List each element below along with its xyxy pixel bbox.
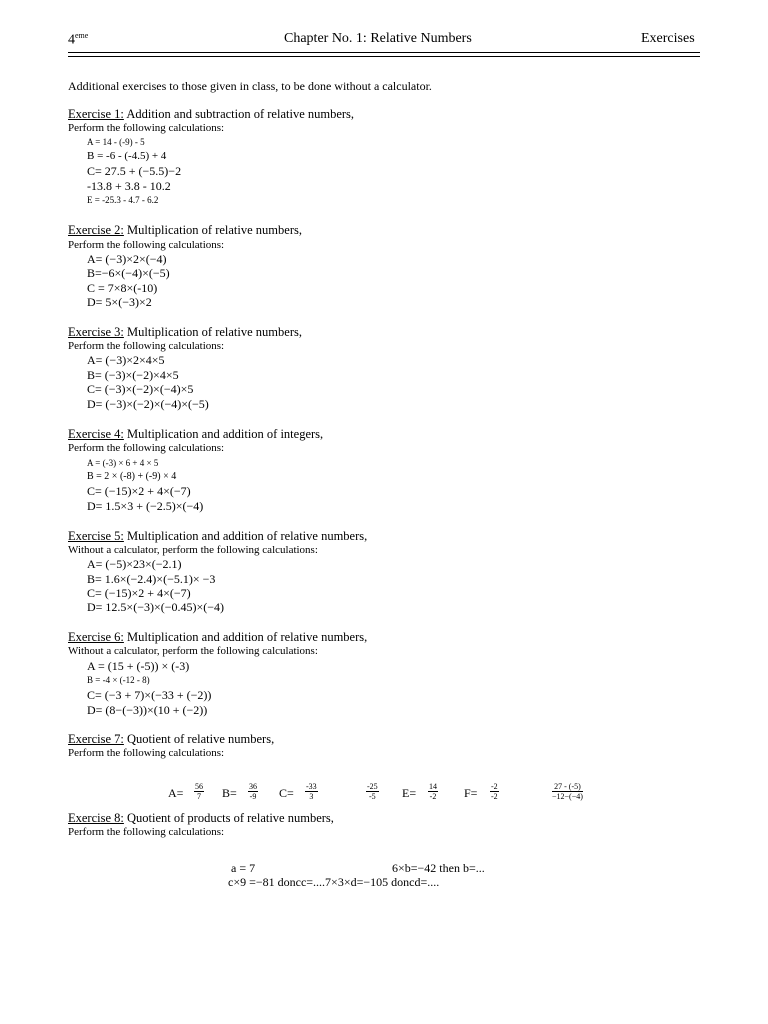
exercise-5-item-a: A= (−5)×23×(−2.1) (87, 557, 182, 571)
exercise-3-instruction: Perform the following calculations: (68, 340, 225, 352)
exercise-3-item-d: D= (−3)×(−2)×(−4)×(−5) (87, 397, 209, 411)
level-label: 4eme (68, 31, 89, 48)
exercise-3-item-b: B= (−3)×(−2)×4×5 (87, 368, 179, 382)
ex7-fraction-a: $\frac{56}{7}$ (195, 782, 203, 801)
exercise-1-instruction: Perform the following calculations: (68, 122, 225, 134)
exercise-1-item-a: A = 14 - (-9) - 5 (87, 137, 145, 147)
exercise-3-item-c: C= (−3)×(−2)×(−4)×5 (87, 382, 194, 396)
header-rule-bottom (68, 56, 700, 57)
header-right: Exercises (641, 31, 695, 46)
ex7-label-e: E= (402, 786, 417, 800)
header-rule-top (68, 52, 700, 53)
exercise-4-instruction: Perform the following calculations: (68, 442, 225, 454)
exercise-1-item-b: B = -6 - (-4.5) + 4 (87, 150, 167, 162)
ex7-label-c: C= (279, 786, 294, 800)
exercise-6-item-d: D= (8−(−3))×(10 + (−2)) (87, 703, 208, 717)
exercise-2-item-d: D= 5×(−3)×2 (87, 295, 152, 309)
exercise-7-title: Exercise 7: Quotient of relative numbers, (68, 732, 275, 746)
ex7-fraction-b: $\frac{36}{-9}$ (249, 782, 257, 801)
ex7-label-f: F= (464, 786, 478, 800)
exercise-5-instruction: Without a calculator, perform the following calculations: (68, 544, 318, 556)
exercise-6-title: Exercise 6: Multiplication and addition of relative numbers, (68, 630, 368, 644)
exercise-5-title: Exercise 5: Multiplication and addition of relative numbers, (68, 529, 368, 543)
exercise-1-item-e: E = -25.3 - 4.7 - 6.2 (87, 195, 159, 205)
ex7-label-a: A= (168, 786, 184, 800)
exercise-1-item-c: C= 27.5 + (−5.5)−2 (87, 164, 182, 178)
exercise-2-instruction: Perform the following calculations: (68, 239, 225, 251)
exercise-5-item-c: C= (−15)×2 + 4×(−7) (87, 586, 191, 600)
exercise-4-title: Exercise 4: Multiplication and addition of integers, (68, 427, 324, 441)
ex7-fraction-c: $\frac{-33}{3}$ (306, 782, 317, 801)
intro-text: Additional exercises to those given in class, to be done without a calculator. (68, 79, 432, 93)
exercise-8-title: Exercise 8: Quotient of products of relative numbers, (68, 811, 334, 825)
exercise-6-item-b: B = -4 × (-12 - 8) (87, 675, 150, 685)
exercise-2-item-c: C = 7×8×(-10) (87, 281, 158, 295)
exercise-2-item-a: A= (−3)×2×(−4) (87, 252, 167, 266)
exercise-4-item-c: C= (−15)×2 + 4×(−7) (87, 484, 191, 498)
exercise-1-item-d: -13.8 + 3.8 - 10.2 (87, 179, 171, 193)
exercise-2-item-b: B=−6×(−4)×(−5) (87, 266, 170, 280)
exercise-4-item-d: D= 1.5×3 + (−2.5)×(−4) (87, 499, 204, 513)
ex7-fraction-f: $\frac{-2}{-2}$ (491, 782, 498, 801)
ex7-fraction-e: $\frac{14}{-2}$ (429, 782, 437, 801)
exercise-4-item-a: A = (-3) × 6 + 4 × 5 (87, 458, 159, 468)
exercise-7-instruction: Perform the following calculations: (68, 747, 225, 759)
exercise-2-title: Exercise 2: Multiplication of relative numbers, (68, 223, 302, 237)
exercise-4-item-b: B = 2 × (-8) + (-9) × 4 (87, 471, 177, 482)
exercise-3-item-a: A= (−3)×2×4×5 (87, 353, 165, 367)
ex8-line1-left: a = 7 (231, 861, 256, 875)
ex8-line1-right: 6×b=−42 then b=... (392, 861, 485, 875)
ex7-fraction-d: $\frac{-25}{-5}$ (367, 782, 378, 801)
exercise-5-item-b: B= 1.6×(−2.4)×(−5.1)× −3 (87, 572, 216, 586)
exercise-6-instruction: Without a calculator, perform the following calculations: (68, 645, 318, 657)
exercise-3-title: Exercise 3: Multiplication of relative numbers, (68, 325, 302, 339)
exercise-1-title: Exercise 1: Addition and subtraction of relative numbers, (68, 107, 355, 121)
ex8-line2: c×9 =−81 doncc=....7×3×d=−105 doncd=.... (228, 875, 440, 889)
page-title: Chapter No. 1: Relative Numbers (284, 31, 472, 46)
exercise-8-instruction: Perform the following calculations: (68, 826, 225, 838)
ex7-fraction-g: $\frac{27 - (-5)}{-12-(-4)}$ (552, 782, 583, 801)
exercise-5-item-d: D= 12.5×(−3)×(−0.45)×(−4) (87, 600, 225, 614)
ex7-label-b: B= (222, 786, 237, 800)
exercise-6-item-c: C= (−3 + 7)×(−33 + (−2)) (87, 688, 212, 702)
exercise-6-item-a: A = (15 + (-5)) × (-3) (87, 659, 190, 673)
